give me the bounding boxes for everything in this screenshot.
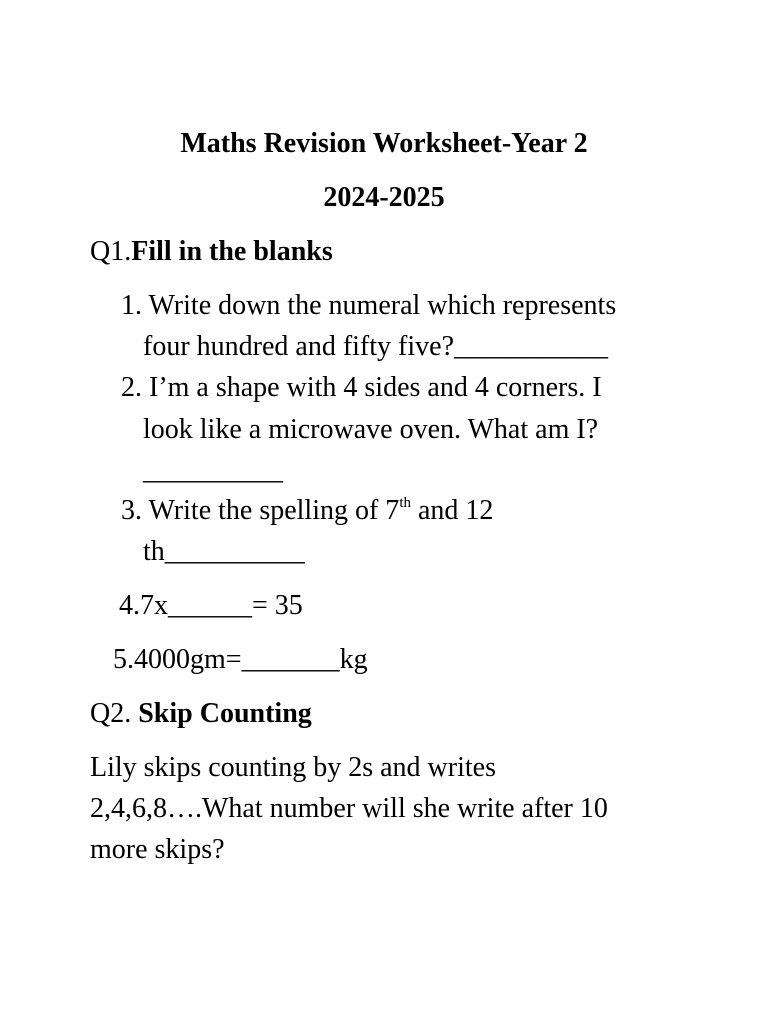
q1-item-3-number: 3. [121,495,142,526]
q1-label: Q1. [90,236,132,267]
q1-item-5: 5.4000gm=_______kg [113,644,368,675]
q2-heading-line [90,698,312,730]
q1-item-2-text-1: I’m a shape with 4 sides and 4 corners. I [149,372,602,403]
q1-item-3-superscript: th [399,494,411,511]
worksheet-year: 2024-2025 [323,182,445,213]
q1-item-2-text-2: look like a microwave oven. What am I? [143,414,599,445]
q1-item-2-number: 2. [121,372,142,403]
q2-text-line-3: more skips? [90,834,225,865]
q1-item-3-text-1a: Write the spelling of 7 [148,495,400,526]
q1-item-1-text-2: four hundred and fifty five?___________ [143,331,608,362]
q1-item-3-text-1b: and 12 [410,495,494,526]
q1-heading-line [90,236,333,268]
q1-item-4: 4.7x______= 35 [119,590,303,621]
q2-label: Q2. [90,698,139,729]
q1-item-1-text-1: Write down the numeral which represents [148,290,617,321]
q2-text-line-2: 2,4,6,8….What number will she write after 10 [90,793,608,824]
q1-item-1-number: 1. [121,290,142,321]
worksheet-title: Maths Revision Worksheet-Year 2 [180,128,588,159]
q1-item-2-text-3: __________ [143,455,283,486]
q1-item-3-text-2: th__________ [143,536,305,567]
q2-text-line-1: Lily skips counting by 2s and writes [90,752,496,783]
q1-item-2-line-1 [112,372,602,404]
q2-heading: Skip Counting [138,698,312,729]
q1-heading: Fill in the blanks [131,236,333,267]
q1-item-1-line-1 [112,290,616,322]
q1-item-3-line-1 [112,495,493,527]
